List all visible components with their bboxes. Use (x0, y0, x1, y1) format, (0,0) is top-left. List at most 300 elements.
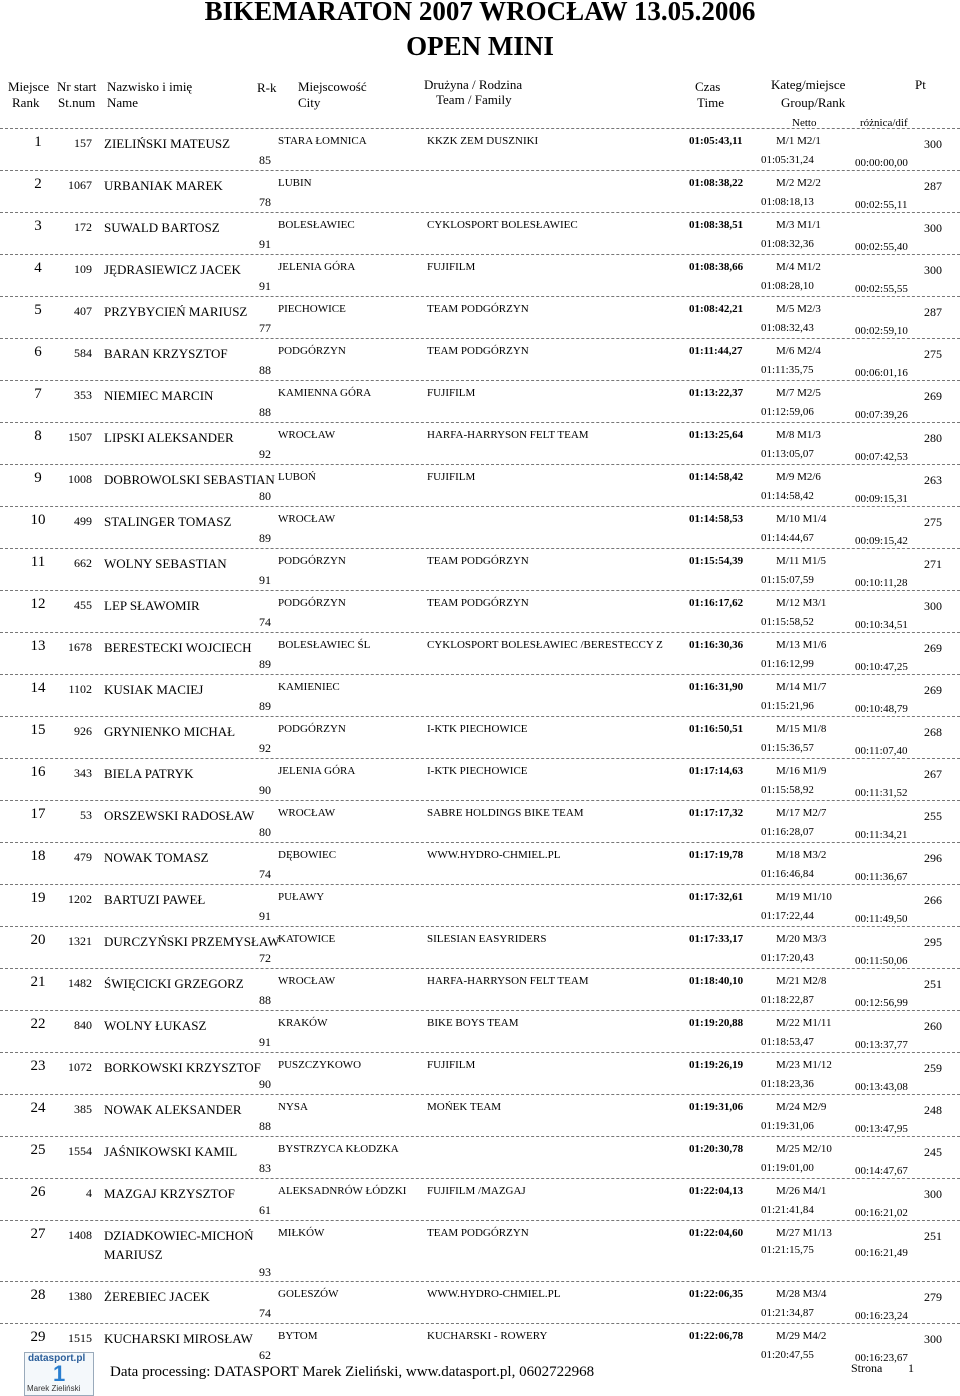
difference-cell: 00:09:15,42 (855, 535, 908, 547)
rank-cell: 23 (30, 1058, 46, 1074)
team-cell: FUJIFILM (427, 1059, 476, 1071)
name-cell: WOLNY ŁUKASZ (104, 1018, 207, 1033)
netto-time-cell: 01:18:22,87 (761, 994, 814, 1006)
difference-cell: 00:10:48,79 (855, 703, 908, 715)
points-cell: 280 (924, 431, 942, 445)
start-number-cell: 1202 (68, 892, 92, 906)
page-title: BIKEMARATON 2007 WROCŁAW 13.05.2006 (204, 0, 756, 26)
rank-cell: 17 (30, 806, 46, 822)
points-cell: 300 (924, 1332, 942, 1346)
start-number-cell: 407 (74, 304, 92, 318)
table-row (0, 842, 960, 884)
time-cell: 01:05:43,11 (689, 135, 743, 147)
rank-cell: 18 (30, 848, 46, 864)
table-row (0, 758, 960, 800)
points-cell: 300 (924, 137, 942, 151)
team-cell: I-KTK PIECHOWICE (427, 765, 528, 777)
points-cell: 251 (924, 977, 942, 991)
time-cell: 01:17:33,17 (689, 933, 744, 945)
rank-cell: 20 (30, 932, 46, 948)
category-cell: M/18 M3/2 (776, 849, 827, 861)
header-team-en: Team / Family (436, 92, 512, 107)
team-cell: FUJIFILM (427, 387, 476, 399)
team-cell: FUJIFILM (427, 261, 476, 273)
difference-cell: 00:11:07,40 (855, 745, 908, 757)
category-cell: M/2 M2/2 (776, 177, 821, 189)
birth-year-cell: 62 (259, 1348, 271, 1362)
city-cell: WROCŁAW (278, 513, 336, 525)
category-cell: M/25 M2/10 (776, 1143, 832, 1155)
time-cell: 01:17:14,63 (689, 765, 744, 777)
points-cell: 259 (924, 1061, 942, 1075)
category-cell: M/12 M3/1 (776, 597, 827, 609)
city-cell: LUBOŃ (278, 471, 316, 483)
birth-year-cell: 91 (259, 1035, 271, 1049)
time-cell: 01:17:17,32 (689, 807, 744, 819)
points-cell: 275 (924, 515, 942, 529)
name-cell: DURCZYŃSKI PRZEMYSŁAW (104, 934, 280, 949)
start-number-cell: 662 (74, 556, 92, 570)
rank-cell: 27 (30, 1226, 46, 1242)
header-netto: Netto (792, 117, 817, 129)
difference-cell: 00:16:23,24 (855, 1310, 908, 1322)
points-cell: 263 (924, 473, 942, 487)
table-row (0, 590, 960, 632)
time-cell: 01:15:54,39 (689, 555, 744, 567)
start-number-cell: 172 (74, 220, 92, 234)
start-number-cell: 1678 (68, 640, 92, 654)
points-cell: 279 (924, 1290, 942, 1304)
birth-year-cell: 88 (259, 1119, 271, 1133)
start-number-cell: 53 (80, 808, 92, 822)
table-row (0, 1220, 960, 1281)
category-cell: M/3 M1/1 (776, 219, 821, 231)
header-rank-pl: Miejsce (8, 79, 50, 94)
birth-year-cell: 92 (259, 741, 271, 755)
birth-year-cell: 90 (259, 783, 271, 797)
difference-cell: 00:09:15,31 (855, 493, 908, 505)
rank-cell: 4 (34, 260, 42, 276)
category-cell: M/24 M2/9 (776, 1101, 827, 1113)
difference-cell: 00:12:56,99 (855, 997, 908, 1009)
points-cell: 269 (924, 641, 942, 655)
difference-cell: 00:10:34,51 (855, 619, 908, 631)
difference-cell: 00:02:55,55 (855, 283, 908, 295)
difference-cell: 00:11:49,50 (855, 913, 908, 925)
table-row (0, 212, 960, 254)
points-cell: 271 (924, 557, 942, 571)
table-row (0, 338, 960, 380)
start-number-cell: 926 (74, 724, 92, 738)
rank-cell: 11 (30, 554, 46, 570)
category-cell: M/20 M3/3 (776, 933, 827, 945)
netto-time-cell: 01:17:22,44 (761, 910, 814, 922)
table-row (0, 1094, 960, 1136)
table-row (0, 296, 960, 338)
name-cell: LIPSKI ALEKSANDER (104, 430, 234, 445)
header-points: Pt (915, 77, 926, 92)
difference-cell: 00:10:11,28 (855, 577, 908, 589)
birth-year-cell: 61 (259, 1203, 271, 1217)
birth-year-cell: 85 (259, 153, 271, 167)
difference-cell: 00:02:55,11 (855, 199, 908, 211)
rank-cell: 6 (34, 344, 42, 360)
city-cell: BOLESŁAWIEC ŚL (278, 639, 371, 651)
rank-cell: 26 (30, 1184, 46, 1200)
difference-cell: 00:07:42,53 (855, 451, 908, 463)
category-cell: M/21 M2/8 (776, 975, 827, 987)
name-cell: JĘDRASIEWICZ JACEK (104, 262, 241, 277)
name-cell: NOWAK TOMASZ (104, 850, 209, 865)
points-cell: 245 (924, 1145, 942, 1159)
rank-cell: 10 (30, 512, 46, 528)
netto-time-cell: 01:08:32,43 (761, 322, 814, 334)
city-cell: KRAKÓW (278, 1017, 328, 1029)
start-number-cell: 840 (74, 1018, 92, 1032)
time-cell: 01:16:31,90 (689, 681, 744, 693)
datasport-logo (24, 1352, 94, 1396)
city-cell: BYTOM (278, 1330, 318, 1342)
birth-year-cell: 80 (259, 825, 271, 839)
start-number-cell: 455 (74, 598, 92, 612)
netto-time-cell: 01:08:32,36 (761, 238, 814, 250)
rank-cell: 2 (34, 176, 42, 192)
city-cell: PODGÓRZYN (278, 723, 346, 735)
time-cell: 01:18:40,10 (689, 975, 744, 987)
rank-cell: 14 (30, 680, 46, 696)
team-cell: TEAM PODGÓRZYN (427, 1227, 529, 1239)
netto-time-cell: 01:12:59,06 (761, 406, 814, 418)
city-cell: BYSTRZYCA KŁODZKA (278, 1143, 399, 1155)
category-cell: M/5 M2/3 (776, 303, 821, 315)
birth-year-cell: 74 (259, 1306, 271, 1320)
start-number-cell: 1515 (68, 1331, 92, 1345)
category-cell: M/9 M2/6 (776, 471, 821, 483)
difference-cell: 00:13:47,95 (855, 1123, 908, 1135)
city-cell: KAMIENIEC (278, 681, 340, 693)
netto-time-cell: 01:21:41,84 (761, 1204, 814, 1216)
header-city-en: City (298, 95, 321, 110)
name-cell: BORKOWSKI KRZYSZTOF (104, 1060, 261, 1075)
start-number-cell: 1067 (68, 178, 92, 192)
points-cell: 300 (924, 221, 942, 235)
header-name-en: Name (107, 95, 139, 110)
rank-cell: 24 (30, 1100, 46, 1116)
name-cell: WOLNY SEBASTIAN (104, 556, 227, 571)
rank-cell: 8 (34, 428, 42, 444)
table-row (0, 1136, 960, 1178)
city-cell: PUŁAWY (278, 891, 325, 903)
difference-cell: 00:13:37,77 (855, 1039, 908, 1051)
netto-time-cell: 01:19:01,00 (761, 1162, 814, 1174)
team-cell: TEAM PODGÓRZYN (427, 303, 529, 315)
table-row (0, 674, 960, 716)
time-cell: 01:19:26,19 (689, 1059, 744, 1071)
rank-cell: 7 (34, 386, 42, 402)
category-cell: M/27 M1/13 (776, 1227, 832, 1239)
points-cell: 260 (924, 1019, 942, 1033)
difference-cell: 00:02:59,10 (855, 325, 908, 337)
category-cell: M/4 M1/2 (776, 261, 821, 273)
name-cell: ŚWIĘCICKI GRZEGORZ (104, 976, 244, 991)
city-cell: PODGÓRZYN (278, 597, 346, 609)
netto-time-cell: 01:21:34,87 (761, 1307, 814, 1319)
netto-time-cell: 01:15:07,59 (761, 574, 814, 586)
points-cell: 251 (924, 1229, 942, 1243)
netto-time-cell: 01:05:31,24 (761, 154, 814, 166)
rank-cell: 22 (30, 1016, 46, 1032)
table-row (0, 1178, 960, 1220)
name-cell: STALINGER TOMASZ (104, 514, 232, 529)
name-cell: MAZGAJ KRZYSZTOF (104, 1186, 235, 1201)
difference-cell: 00:06:01,16 (855, 367, 908, 379)
table-row (0, 1281, 960, 1323)
category-cell: M/17 M2/7 (776, 807, 827, 819)
rank-cell: 9 (34, 470, 42, 486)
table-row (0, 170, 960, 212)
birth-year-cell: 74 (259, 615, 271, 629)
start-number-cell: 343 (74, 766, 92, 780)
birth-year-cell: 88 (259, 993, 271, 1007)
table-row (0, 1323, 960, 1365)
logo-site: datasport.pl (28, 1353, 86, 1364)
name-cell: KUSIAK MACIEJ (104, 682, 204, 697)
difference-cell: 00:11:31,52 (855, 787, 908, 799)
start-number-cell: 1507 (68, 430, 92, 444)
header-team-pl: Drużyna / Rodzina (424, 77, 523, 92)
netto-time-cell: 01:20:47,55 (761, 1349, 814, 1361)
start-number-cell: 1554 (68, 1144, 92, 1158)
header-category-pl: Kateg/miejsce (771, 77, 846, 92)
team-cell: TEAM PODGÓRZYN (427, 597, 529, 609)
netto-time-cell: 01:18:23,36 (761, 1078, 814, 1090)
start-number-cell: 4 (86, 1186, 92, 1200)
netto-time-cell: 01:17:20,43 (761, 952, 814, 964)
rank-cell: 12 (30, 596, 46, 612)
city-cell: JELENIA GÓRA (278, 765, 356, 777)
name-cell: LEP SŁAWOMIR (104, 598, 200, 613)
netto-time-cell: 01:15:36,57 (761, 742, 814, 754)
team-cell: KUCHARSKI - ROWERY (427, 1330, 548, 1342)
header-time-pl: Czas (695, 79, 721, 94)
points-cell: 267 (924, 767, 942, 781)
points-cell: 287 (924, 179, 942, 193)
results-table (0, 128, 960, 1365)
category-cell: M/28 M3/4 (776, 1288, 827, 1300)
city-cell: LUBIN (278, 177, 312, 189)
netto-time-cell: 01:08:28,10 (761, 280, 814, 292)
table-row (0, 968, 960, 1010)
name-cell: ZIELIŃSKI MATEUSZ (104, 136, 231, 151)
rank-cell: 19 (30, 890, 46, 906)
points-cell: 296 (924, 851, 942, 865)
name-cell: SUWALD BARTOSZ (104, 220, 220, 235)
name-cell: BERESTECKI WOJCIECH (104, 640, 252, 655)
name-cell: PRZYBYCIEŃ MARIUSZ (104, 304, 248, 319)
category-cell: M/13 M1/6 (776, 639, 827, 651)
birth-year-cell: 89 (259, 699, 271, 713)
birth-year-cell: 80 (259, 489, 271, 503)
name-cell: GRYNIENKO MICHAŁ (104, 724, 236, 739)
table-row (0, 254, 960, 296)
netto-time-cell: 01:19:31,06 (761, 1120, 814, 1132)
rank-cell: 16 (30, 764, 46, 780)
name-cell: DZIADKOWIEC-MICHOŃ (104, 1228, 254, 1243)
birth-year-cell: 72 (259, 951, 271, 965)
rank-cell: 3 (34, 218, 42, 234)
header-category-en: Group/Rank (781, 95, 846, 110)
city-cell: STARA ŁOMNICA (278, 135, 367, 147)
time-cell: 01:08:38,22 (689, 177, 744, 189)
points-cell: 300 (924, 263, 942, 277)
difference-cell: 00:16:23,67 (855, 1352, 908, 1364)
name-cell: ŻEREBIEC JACEK (104, 1289, 210, 1304)
time-cell: 01:19:31,06 (689, 1101, 744, 1113)
rank-cell: 29 (30, 1329, 46, 1345)
start-number-cell: 385 (74, 1102, 92, 1116)
start-number-cell: 1072 (68, 1060, 92, 1074)
birth-year-cell: 91 (259, 909, 271, 923)
team-cell: FUJIFILM /MAZGAJ (427, 1185, 526, 1197)
time-cell: 01:14:58,42 (689, 471, 744, 483)
name-cell: BIELA PATRYK (104, 766, 194, 781)
netto-time-cell: 01:16:12,99 (761, 658, 814, 670)
birth-year-cell: 91 (259, 237, 271, 251)
start-number-cell: 157 (74, 136, 92, 150)
start-number-cell: 479 (74, 850, 92, 864)
points-cell: 295 (924, 935, 942, 949)
table-row (0, 128, 960, 170)
table-row (0, 380, 960, 422)
category-cell: M/10 M1/4 (776, 513, 827, 525)
birth-year-cell: 74 (259, 867, 271, 881)
table-row (0, 884, 960, 926)
name-cell: BARAN KRZYSZTOF (104, 346, 228, 361)
city-cell: JELENIA GÓRA (278, 261, 356, 273)
time-cell: 01:22:06,35 (689, 1288, 744, 1300)
netto-time-cell: 01:16:28,07 (761, 826, 814, 838)
birth-year-cell: 92 (259, 447, 271, 461)
table-row (0, 548, 960, 590)
start-number-cell: 1482 (68, 976, 92, 990)
city-cell: WROCŁAW (278, 429, 336, 441)
header-difference: różnica/dif (860, 117, 908, 129)
difference-cell: 00:11:34,21 (855, 829, 908, 841)
header-time-en: Time (697, 95, 724, 110)
birth-year-cell: 88 (259, 363, 271, 377)
city-cell: WROCŁAW (278, 975, 336, 987)
team-cell: HARFA-HARRYSON FELT TEAM (427, 975, 589, 987)
category-cell: M/26 M4/1 (776, 1185, 827, 1197)
time-cell: 01:17:19,78 (689, 849, 744, 861)
difference-cell: 00:11:36,67 (855, 871, 908, 883)
start-number-cell: 499 (74, 514, 92, 528)
category-cell: M/29 M4/2 (776, 1330, 827, 1342)
difference-cell: 00:10:47,25 (855, 661, 908, 673)
footer-processing: Data processing: DATASPORT Marek Zieliński, www.datasport.pl, 0602722968 (110, 1364, 595, 1380)
difference-cell: 00:07:39,26 (855, 409, 908, 421)
page-label: Strona (851, 1361, 883, 1375)
points-cell: 248 (924, 1103, 942, 1117)
birth-year-cell: 77 (259, 321, 271, 335)
city-cell: WROCŁAW (278, 807, 336, 819)
table-row (0, 1052, 960, 1094)
birth-year-cell: 89 (259, 531, 271, 545)
birth-year-cell: 91 (259, 573, 271, 587)
team-cell: CYKLOSPORT BOLESŁAWIEC (427, 219, 578, 231)
city-cell: PIECHOWICE (278, 303, 346, 315)
category-cell: M/6 M2/4 (776, 345, 821, 357)
rank-cell: 15 (30, 722, 46, 738)
start-number-cell: 1102 (68, 682, 92, 696)
name-cell: BARTUZI PAWEŁ (104, 892, 206, 907)
points-cell: 300 (924, 599, 942, 613)
city-cell: PUSZCZYKOWO (278, 1059, 362, 1071)
category-cell: M/1 M2/1 (776, 135, 821, 147)
header-name-pl: Nazwisko i imię (107, 79, 193, 94)
birth-year-cell: 88 (259, 405, 271, 419)
time-cell: 01:16:50,51 (689, 723, 744, 735)
city-cell: GOLESZÓW (278, 1288, 339, 1300)
time-cell: 01:13:25,64 (689, 429, 744, 441)
time-cell: 01:08:38,66 (689, 261, 744, 273)
rank-cell: 21 (30, 974, 46, 990)
start-number-cell: 353 (74, 388, 92, 402)
netto-time-cell: 01:11:35,75 (761, 364, 814, 376)
start-number-cell: 1008 (68, 472, 92, 486)
netto-time-cell: 01:15:58,92 (761, 784, 814, 796)
name-cell: NIEMIEC MARCIN (104, 388, 214, 403)
time-cell: 01:22:06,78 (689, 1330, 744, 1342)
time-cell: 01:20:30,78 (689, 1143, 744, 1155)
page-subtitle: OPEN MINI (406, 31, 554, 61)
category-cell: M/11 M1/5 (776, 555, 827, 567)
city-cell: MIŁKÓW (278, 1227, 325, 1239)
category-cell: M/14 M1/7 (776, 681, 827, 693)
table-row (0, 926, 960, 968)
team-cell: KKZK ZEM DUSZNIKI (427, 135, 539, 147)
start-number-cell: 1380 (68, 1289, 92, 1303)
category-cell: M/7 M2/5 (776, 387, 821, 399)
table-row (0, 800, 960, 842)
start-number-cell: 109 (74, 262, 92, 276)
birth-year-cell: 89 (259, 657, 271, 671)
time-cell: 01:19:20,88 (689, 1017, 744, 1029)
time-cell: 01:13:22,37 (689, 387, 744, 399)
city-cell: KATOWICE (278, 933, 336, 945)
team-cell: SILESIAN EASYRIDERS (427, 933, 547, 945)
city-cell: KAMIENNA GÓRA (278, 387, 372, 399)
rank-cell: 25 (30, 1142, 46, 1158)
points-cell: 287 (924, 305, 942, 319)
rank-cell: 13 (30, 638, 46, 654)
difference-cell: 00:14:47,67 (855, 1165, 908, 1177)
time-cell: 01:14:58,53 (689, 513, 744, 525)
time-cell: 01:08:38,51 (689, 219, 744, 231)
points-cell: 266 (924, 893, 942, 907)
name-cell: JAŚNIKOWSKI KAMIL (104, 1144, 238, 1159)
name-cell: NOWAK ALEKSANDER (104, 1102, 242, 1117)
header-rank-en: Rank (12, 95, 40, 110)
points-cell: 255 (924, 809, 942, 823)
team-cell: WWW.HYDRO-CHMIEL.PL (427, 849, 561, 861)
netto-time-cell: 01:08:18,13 (761, 196, 814, 208)
rank-cell: 1 (34, 134, 42, 150)
table-row (0, 464, 960, 506)
category-cell: M/8 M1/3 (776, 429, 821, 441)
netto-time-cell: 01:13:05,07 (761, 448, 814, 460)
category-cell: M/23 M1/12 (776, 1059, 832, 1071)
